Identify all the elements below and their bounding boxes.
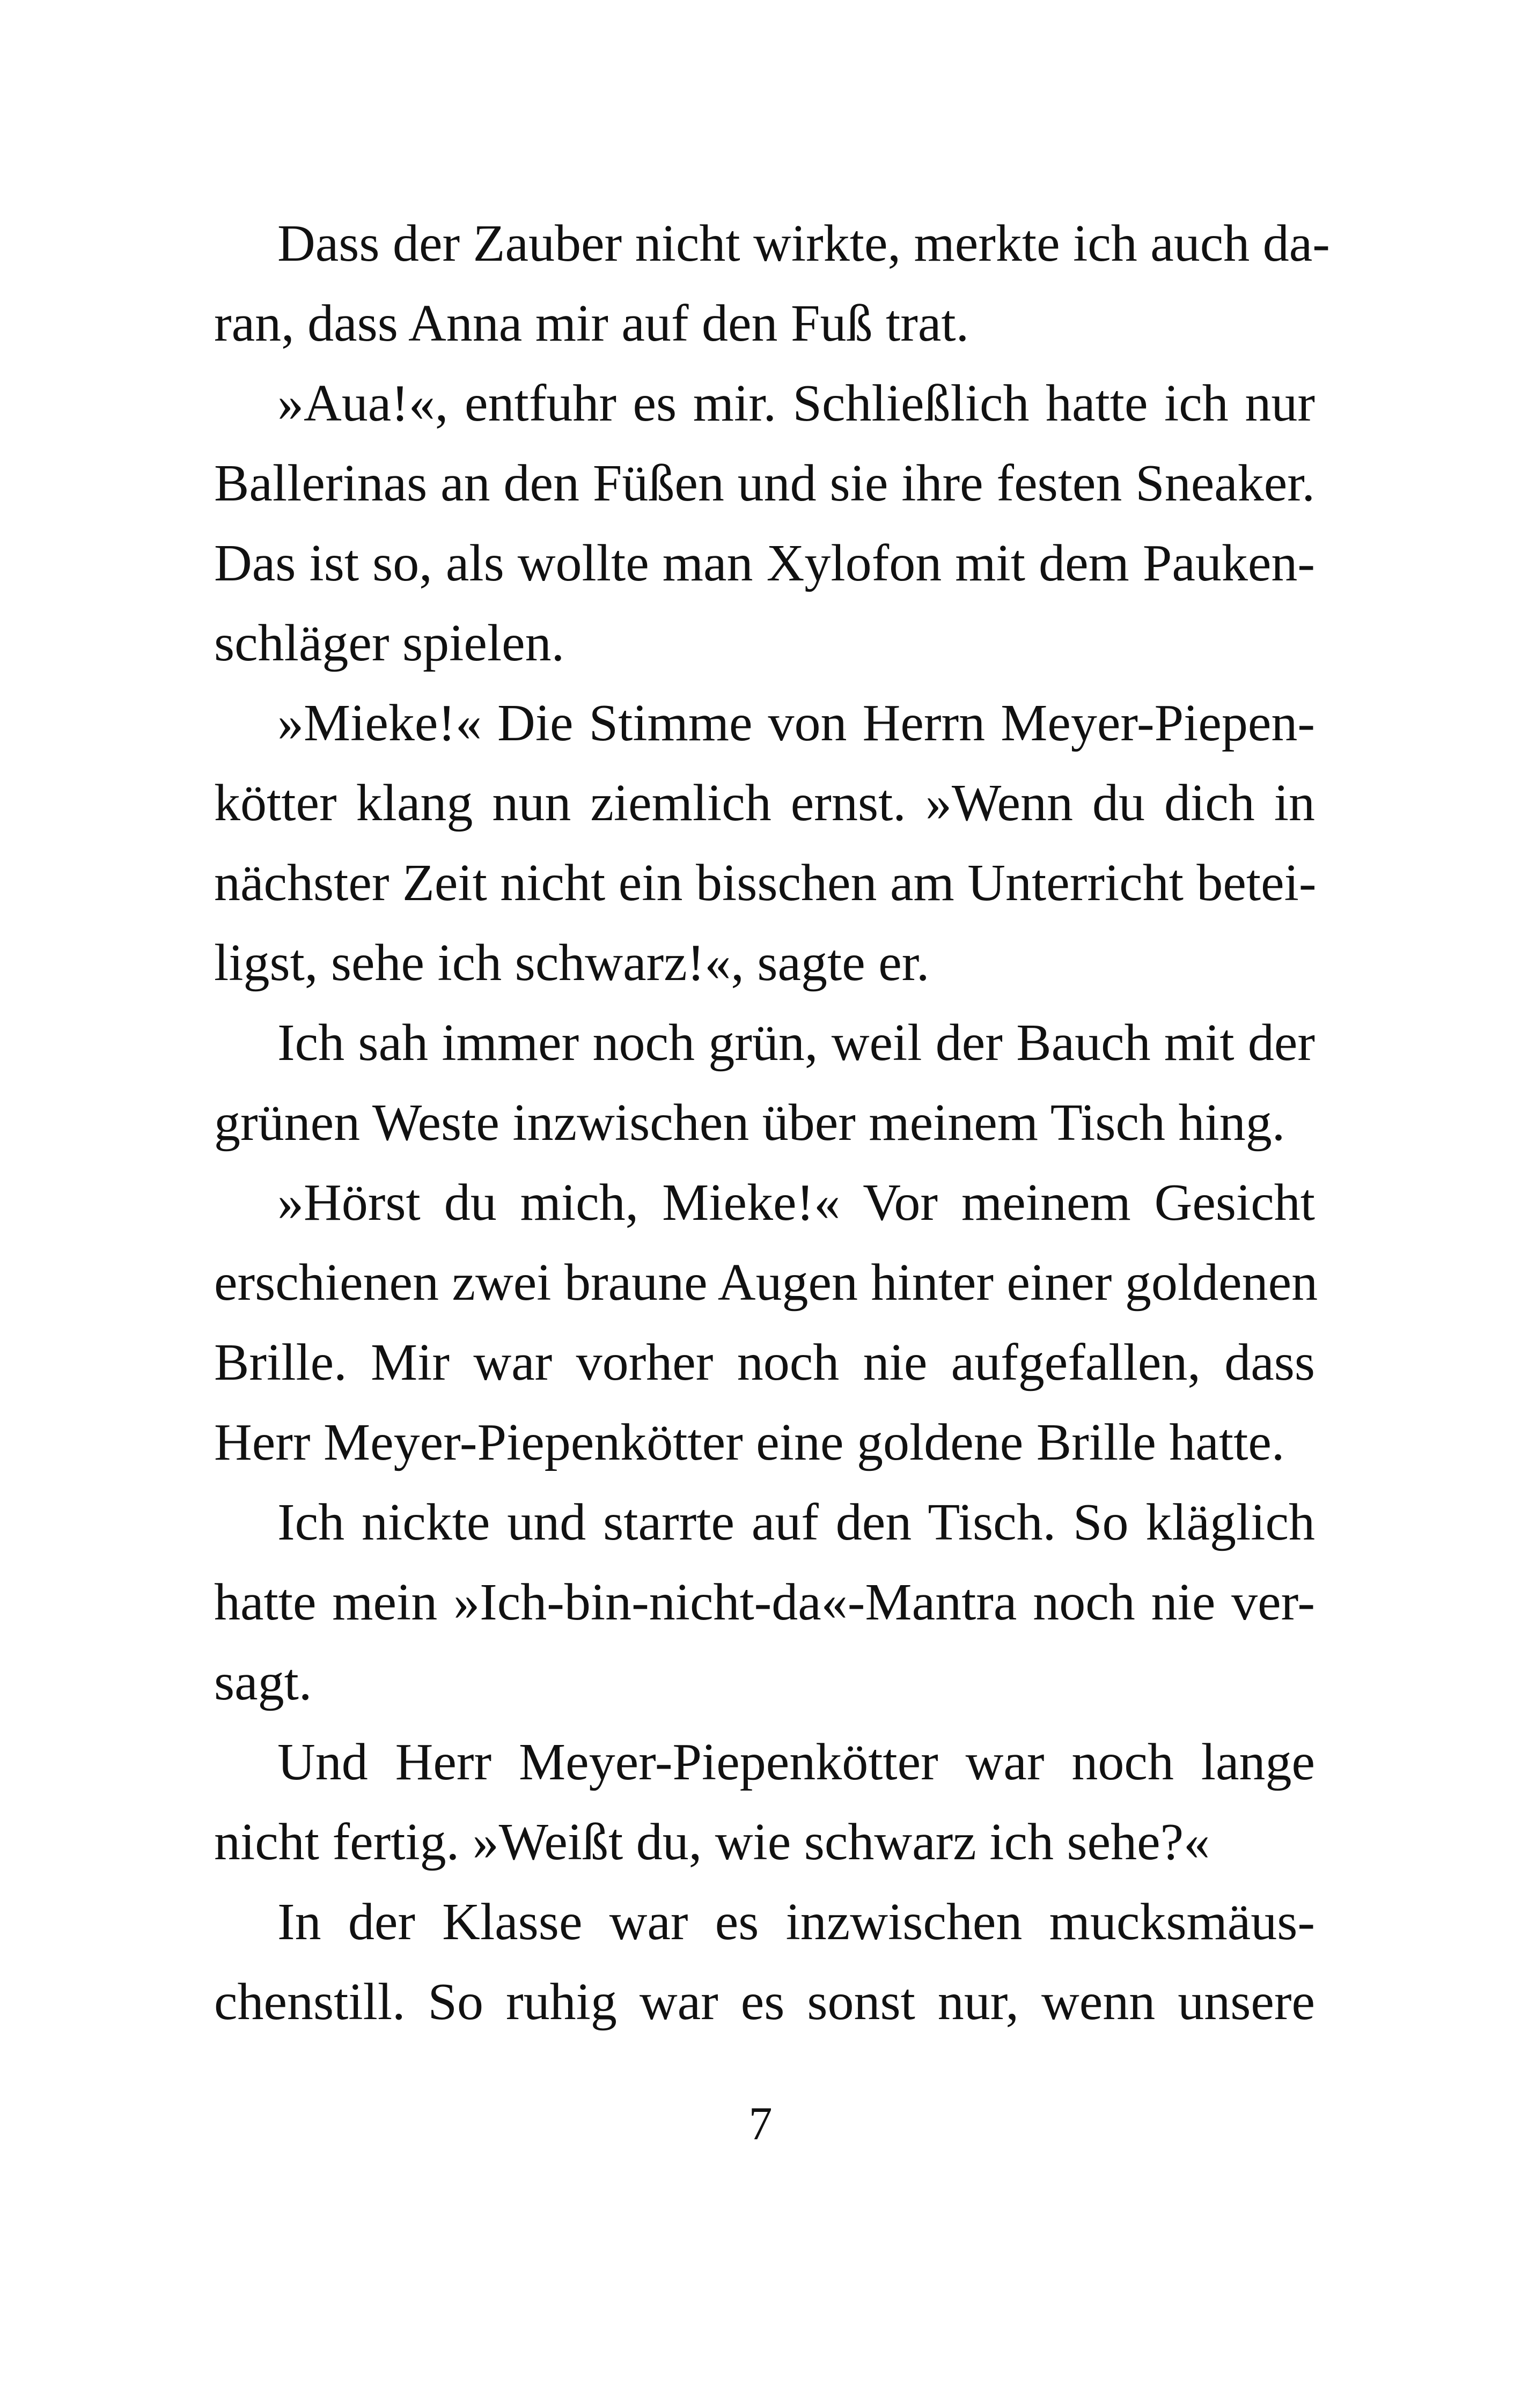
text-line: ran, dass Anna mir auf den Fuß trat. xyxy=(214,294,969,352)
text-line: Brille. Mir war vorher noch nie aufgefallen, dass xyxy=(214,1334,1315,1391)
text-line: nicht fertig. »Weißt du, wie schwarz ich sehe?« xyxy=(214,1813,1210,1871)
text-line: grünen Weste inzwischen über meinem Tisch hing. xyxy=(214,1094,1285,1152)
text-line: Ich nickte und starrte auf den Tisch. So kläglich xyxy=(277,1493,1315,1551)
text-line: schläger spielen. xyxy=(214,614,565,672)
text-line: erschienen zwei braune Augen hinter einer goldenen xyxy=(214,1254,1318,1312)
text-line: sagt. xyxy=(214,1653,312,1711)
text-line: Ich sah immer noch grün, weil der Bauch mit der xyxy=(277,1014,1315,1072)
text-line: Dass der Zauber nicht wirkte, merkte ich auch da- xyxy=(277,215,1330,273)
text-line: In der Klasse war es inzwischen mucksmäus- xyxy=(277,1893,1315,1951)
text-line: Das ist so, als wollte man Xylofon mit dem Pauken- xyxy=(214,534,1315,592)
text-line: nächster Zeit nicht ein bisschen am Unterricht betei- xyxy=(214,854,1317,912)
body-text xyxy=(214,204,1330,2042)
text-line: »Mieke!« Die Stimme von Herrn Meyer-Piepen- xyxy=(277,694,1315,752)
page-number: 7 xyxy=(748,2098,773,2150)
text-line: hatte mein »Ich-bin-nicht-da«-Mantra noch nie ver- xyxy=(214,1573,1315,1631)
text-line: Ballerinas an den Füßen und sie ihre festen Sneaker. xyxy=(214,454,1315,512)
text-line: ligst, sehe ich schwarz!«, sagte er. xyxy=(214,934,930,992)
text-line: Herr Meyer-Piepenkötter eine goldene Brille hatte. xyxy=(214,1413,1285,1471)
text-line: kötter klang nun ziemlich ernst. »Wenn du dich in xyxy=(214,774,1315,832)
text-line: »Aua!«, entfuhr es mir. Schließlich hatte ich nur xyxy=(277,374,1315,432)
text-line: Und Herr Meyer-Piepenkötter war noch lange xyxy=(277,1733,1315,1791)
text-line: chenstill. So ruhig war es sonst nur, wenn unsere xyxy=(214,1973,1315,2031)
text-line: »Hörst du mich, Mieke!« Vor meinem Gesicht xyxy=(277,1174,1315,1232)
